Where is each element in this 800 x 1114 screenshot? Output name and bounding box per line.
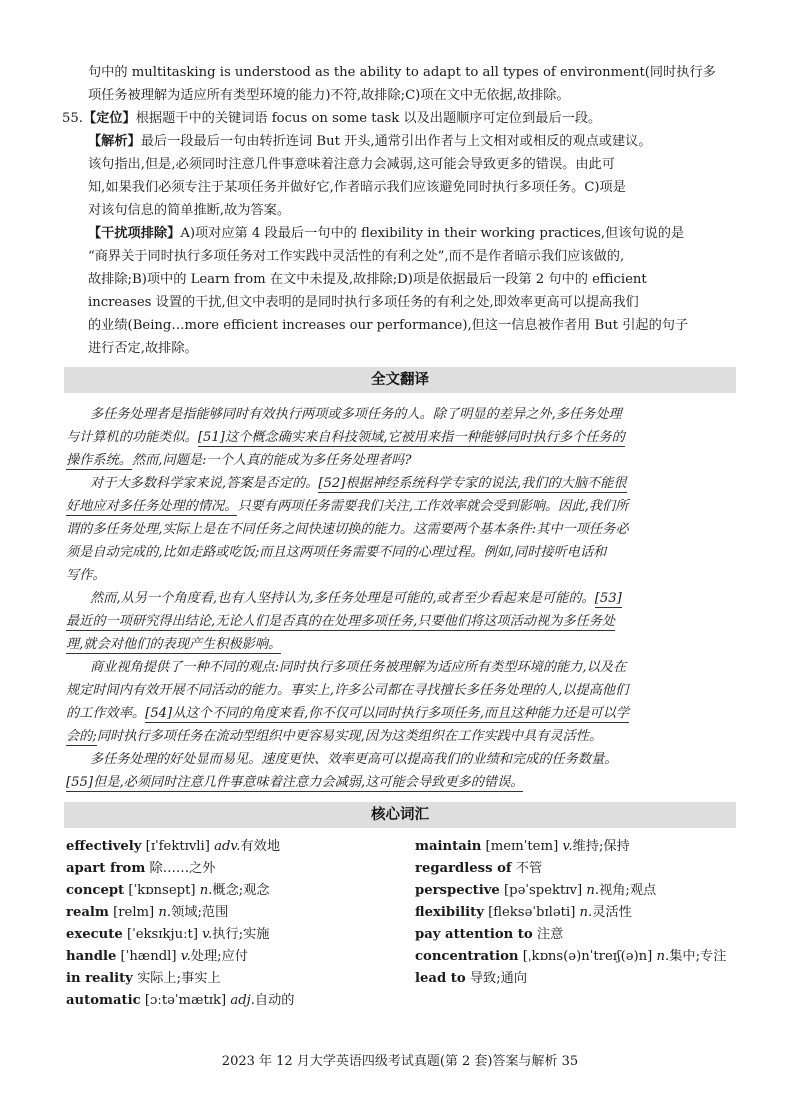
q55-distractor-line-4: increases 设置的干扰,但文中表明的是同时执行多项任务的有利之处,即效率更高可以提高我们 — [88, 295, 639, 310]
page-number: 35 — [561, 1054, 579, 1069]
translation-p2-line-5: 写作。 — [66, 568, 106, 583]
vocab-item: concentration [ˌkɒns(ə)nˈtreɪʃ(ə)n] n.集中;专注 — [415, 949, 727, 964]
translation-p5-line-2 — [66, 772, 523, 794]
q55-locate-line — [62, 108, 601, 129]
distractor-text: A)项对应第 4 段最后一句中的 flexibility in their working practices,但该句说的是 — [180, 226, 685, 241]
distractor-tag: 【干扰项排除】 — [88, 226, 181, 241]
q55-distractor-line-5: 的业绩(Being…more efficient increases our performance),但这一信息被作者用 But 引起的句子 — [88, 318, 689, 333]
analysis-text: 最后一段最后一句由转折连词 But 开头,通常引出作者与上文相对或相反的观点或建议。 — [140, 134, 652, 149]
translation-p3-line-3: 理,就会对他们的表现产生积极影响。 — [66, 637, 282, 652]
translation-p1-line-3: 操作系统。然而,问题是:一个人真的能成为多任务处理者吗? — [66, 453, 412, 468]
page-footer — [0, 1050, 800, 1069]
q55-number: 55. — [62, 111, 83, 126]
vocabulary-banner — [64, 802, 736, 828]
translation-p2-line-4: 须是自动完成的,比如走路或吃饭;而且这两项任务需要不同的心理过程。例如,同时接听电话和 — [66, 545, 607, 560]
q55-distractor-line-3: 故排除;B)项中的 Learn from 在文中未提及,故排除;D)项是依据最后一段第 2 句中的 efficient — [88, 272, 647, 287]
answer-53-underline: [53] — [594, 591, 622, 606]
vocabulary-heading: 核心词汇 — [371, 807, 429, 823]
answer-51-underline: [51]这个概念确实来自科技领域,它被用来指一种能够同时执行多个任务的 — [197, 430, 625, 445]
q55-analysis-line-4: 对该句信息的简单推断,故为答案。 — [88, 203, 291, 218]
locate-text: 根据题干中的关键词语 focus on some task 以及出题顺序可定位到最后一段。 — [135, 111, 602, 126]
analysis-prev-line-1: 句中的 multitasking is understood as the ability to adapt to all types of environment(同时执行多 — [88, 65, 716, 80]
q55-distractor-line-2: “商界关于同时执行多项任务对工作实践中灵活性的有利之处”,而不是作者暗示我们应该做的, — [88, 249, 625, 264]
translation-p4-line-2: 规定时间内有效开展不同活动的能力。事实上,许多公司都在寻找擅长多任务处理的人,以提高他们 — [66, 683, 629, 698]
translation-banner — [64, 367, 736, 393]
footer-title: 2023 年 12 月大学英语四级考试真题(第 2 套)答案与解析 — [221, 1054, 558, 1069]
translation-heading: 全文翻译 — [371, 372, 429, 388]
vocab-item: concept [ˈkɒnsept] n.概念;观念 — [66, 883, 270, 898]
translation-p2-line-1: 对于大多数科学家来说,答案是否定的。[52]根据神经系统科学专家的说法,我们的大脑不能很 — [90, 476, 627, 491]
translation-p4-line-3: 的工作效率。[54]从这个不同的角度来看,你不仅可以同时执行多项任务,而且这种能力还是可以学 — [66, 706, 629, 721]
q55-analysis-line-1 — [88, 131, 652, 152]
answer-55-underline: [55]但是,必须同时注意几件事意味着注意力会减弱,这可能会导致更多的错误。 — [66, 775, 524, 790]
vocab-item: regardless of 不管 — [415, 861, 543, 876]
translation-p2-line-3: 谓的多任务处理,实际上是在不同任务之间快速切换的能力。这需要两个基本条件:其中一项任务必 — [66, 522, 629, 537]
vocab-item: automatic [ɔːtəˈmætɪk] adj.自动的 — [66, 993, 295, 1008]
vocab-item: realm [relm] n.领域;范围 — [66, 905, 229, 920]
translation-p4-line-4: 会的;同时执行多项任务在流动型组织中更容易实现,因为这类组织在工作实践中具有灵活性。 — [66, 729, 603, 744]
answer-54-underline: [54]从这个不同的角度来看,你不仅可以同时执行多项任务,而且这种能力还是可以学 — [145, 706, 629, 721]
vocab-item: flexibility [fleksəˈbɪləti] n.灵活性 — [415, 905, 632, 920]
q55-distractor-line-6: 进行否定,故排除。 — [88, 341, 198, 356]
vocab-item: in reality 实际上;事实上 — [66, 971, 221, 986]
vocab-item: perspective [pəˈspektɪv] n.视角;观点 — [415, 883, 657, 898]
translation-p3-line-2: 最近的一项研究得出结论,无论人们是否真的在处理多项任务,只要他们将这项活动视为多任务处 — [66, 614, 616, 629]
translation-p3-line-1: 然而,从另一个角度看,也有人坚持认为,多任务处理是可能的,或者至少看起来是可能的。[53] — [90, 591, 622, 606]
translation-p4-line-1: 商业视角提供了一种不同的观点:同时执行多项任务被理解为适应所有类型环境的能力,以及在 — [90, 660, 627, 675]
locate-tag: 【定位】 — [82, 111, 136, 126]
translation-p1-line-2: 与计算机的功能类似。[51]这个概念确实来自科技领域,它被用来指一种能够同时执行多个任务的 — [66, 430, 625, 445]
translation-p2-line-2: 好地应对多任务处理的情况。只要有两项任务需要我们关注,工作效率就会受到影响。因此,我们所 — [66, 499, 629, 514]
translation-p5-line-1: 多任务处理的好处显而易见。速度更快、效率更高可以提高我们的业绩和完成的任务数量。 — [90, 752, 618, 767]
q55-analysis-line-2: 该句指出,但是,必须同时注意几件事意味着注意力会减弱,这可能会导致更多的错误。由此可 — [88, 157, 615, 172]
vocab-item: apart from 除……之外 — [66, 861, 216, 876]
vocab-item: pay attention to 注意 — [415, 927, 564, 942]
analysis-tag: 【解析】 — [88, 134, 141, 149]
vocab-item: effectively [ɪˈfektɪvli] adv.有效地 — [66, 839, 281, 854]
vocab-item: handle [ˈhændl] v.处理;应付 — [66, 949, 248, 964]
answer-52-underline: [52]根据神经系统科学专家的说法,我们的大脑不能很 — [318, 476, 627, 491]
vocab-item: lead to 导致;通向 — [415, 971, 528, 986]
vocab-item: execute [ˈeksɪkjuːt] v.执行;实施 — [66, 927, 270, 942]
q55-distractor-line-1 — [88, 223, 684, 244]
q55-analysis-line-3: 知,如果我们必须专注于某项任务并做好它,作者暗示我们应该避免同时执行多项任务。C)项是 — [88, 180, 626, 195]
vocab-item: maintain [meɪnˈteɪn] v.维持;保持 — [415, 839, 630, 854]
translation-p1-line-1: 多任务处理者是指能够同时有效执行两项或多项任务的人。除了明显的差异之外,多任务处理 — [90, 407, 622, 422]
analysis-prev-line-2: 项任务被理解为适应所有类型环境的能力)不符,故排除;C)项在文中无依据,故排除。 — [88, 88, 570, 103]
